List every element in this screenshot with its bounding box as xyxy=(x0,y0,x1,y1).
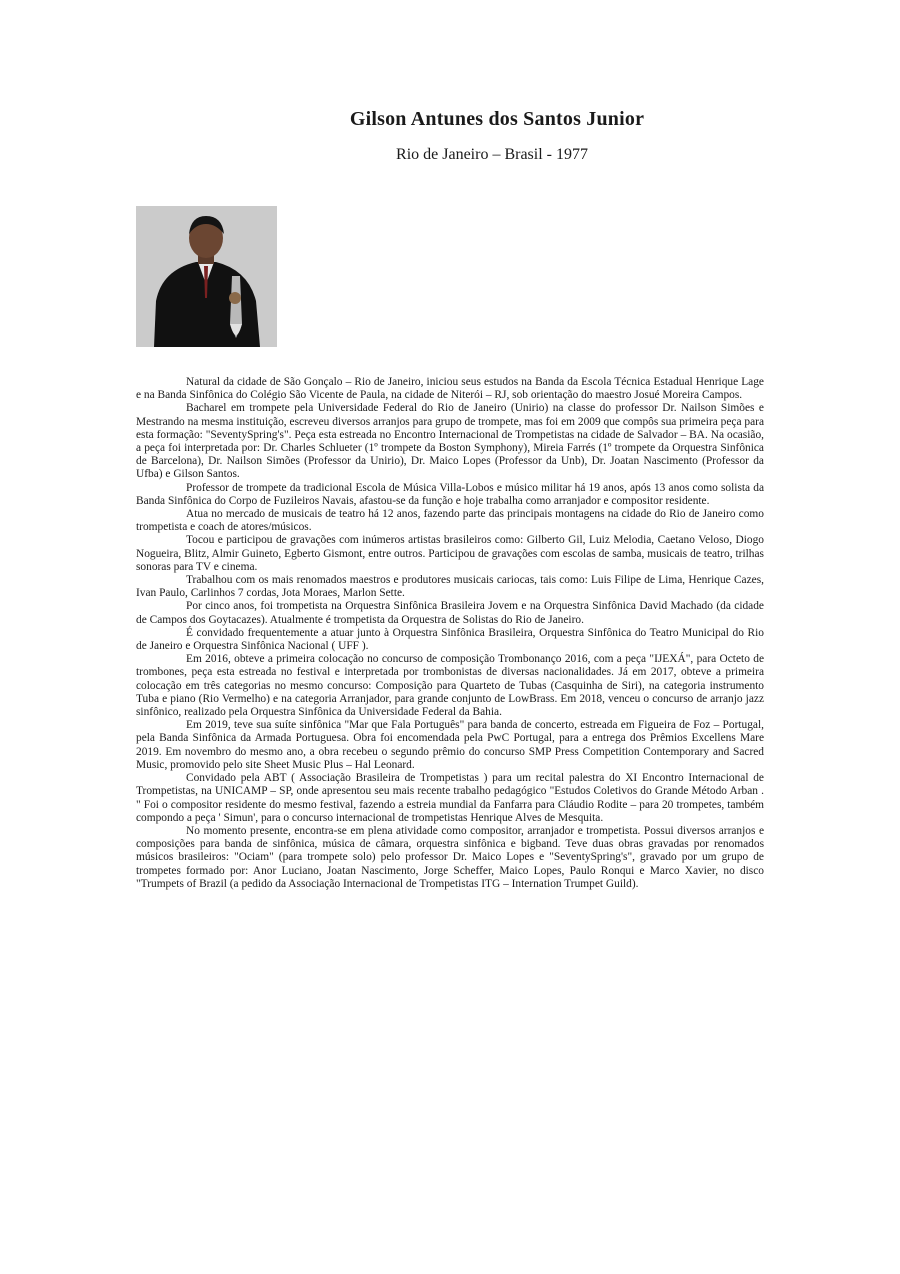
page-subtitle: Rio de Janeiro – Brasil - 1977 xyxy=(396,146,588,163)
bio-paragraph: Em 2016, obteve a primeira colocação no concurso de composição Trombonanço 2016, com a peça "IJEXÁ", para Octeto de trombones, peça esta estreada no festival e interpretada por trombonistas de diversas nacionalidades. Já em 2017, obteve a primeira colocação em três categorias no mesmo concurso: Composição para Quarteto de Tubas (Casquinha de Siri), na categoria instrumento Tuba e piano (Rio Vermelho) e na categoria Arranjador, para grande conjunto de LowBrass. Em 2018, venceu o concurso de arranjo jazz sinfônico, realizado pela Orquestra Sinfônica da Universidade Federal da Bahia. xyxy=(136,653,764,719)
bio-paragraph: Bacharel em trompete pela Universidade Federal do Rio de Janeiro (Unirio) na classe do professor Dr. Nailson Simões e Mestrando na mesma instituição, escreveu diversos arranjos para grupo de trompete, mas foi em 2009 que compôs sua primeira peça para esta formação: "SeventySpring's". Peça esta estreada no Encontro Internacional de Trompetistas na cidade de Salvador – BA. Na ocasião, a peça foi interpretada por: Dr. Charles Schlueter (1º trompete da Boston Symphony), Mireia Farrés (1º trompete da Orquestra Sinfônica de Barcelona), Dr. Nailson Simões (Professor da Unirio), Dr. Maico Lopes (Professor da Unb), Dr. Joatan Nascimento (Professor da Ufba) e Gilson Santos. xyxy=(136,402,764,481)
bio-paragraph: Convidado pela ABT ( Associação Brasileira de Trompetistas ) para um recital palestra do XI Encontro Internacional de Trompetistas, na UNICAMP – SP, onde apresentou seu mais recente trabalho pedagógico "Estudos Coletivos do Grande Método Arban . " Foi o compositor residente do mesmo festival, fazendo a estreia mundial da Fanfarra para Cláudio Rodite – para 20 trompetes, também compondo a peça ' Simun', para o concurso internacional de trompetistas Henrique Alves de Mesquita. xyxy=(136,772,764,824)
bio-paragraph: Natural da cidade de São Gonçalo – Rio de Janeiro, iniciou seus estudos na Banda da Escola Técnica Estadual Henrique Lage e na Banda Sinfônica do Colégio São Vicente de Paula, na cidade de Niterói – RJ, sob orientação do maestro Josué Moreira Campos. xyxy=(136,376,764,402)
bio-paragraph: No momento presente, encontra-se em plena atividade como compositor, arranjador e trompetista. Possui diversos arranjos e composições para banda de sinfônica, música de câmara, orquestra sinfônica e bigband. Teve duas obras gravadas por renomados músicos brasileiros: "Ociam" (para trompete solo) pelo professor Dr. Maico Lopes e "SeventySpring's", gravado por um grupo de trompetes formado por: Anor Luciano, Joatan Nascimento, Jorge Scheffer, Maico Lopes, Paulo Ronqui e Marco Xavier, no disco "Trumpets of Brazil (a pedido da Associação Internacional de Trompetistas ITG – Internation Trumpet Guild). xyxy=(136,824,764,890)
bio-paragraph: Trabalhou com os mais renomados maestros e produtores musicais cariocas, tais como: Luis Filipe de Lima, Henrique Cazes, Ivan Paulo, Carlinhos 7 cordas, Jota Moraes, Marlon Sette. xyxy=(136,574,764,600)
page-title: Gilson Antunes dos Santos Junior xyxy=(349,108,645,130)
bio-paragraph: Por cinco anos, foi trompetista na Orquestra Sinfônica Brasileira Jovem e na Orquestra Sinfônica David Machado (da cidade de Campos dos Goytacazes). Atualmente é trompetista da Orquestra de Solistas do Rio de Janeiro. xyxy=(136,600,764,626)
biography-text xyxy=(136,376,764,891)
bio-paragraph: Professor de trompete da tradicional Escola de Música Villa-Lobos e músico militar há 19 anos, após 13 anos como solista da Banda Sinfônica do Corpo de Fuzileiros Navais, afastou-se da função e hoje trabalha como arranjador e compositor residente. xyxy=(136,481,764,507)
trumpeter-portrait-image xyxy=(136,206,277,347)
bio-paragraph: Tocou e participou de gravações com inúmeros artistas brasileiros como: Gilberto Gil, Luiz Melodia, Caetano Veloso, Diogo Nogueira, Blitz, Almir Guineto, Egberto Gismont, entre outros. Participou de gravações com escolas de samba, musicais de teatro, trilhas sonoras para TV e cinema. xyxy=(136,534,764,573)
bio-paragraph: É convidado frequentemente a atuar junto à Orquestra Sinfônica Brasileira, Orquestra Sinfônica do Teatro Municipal do Rio de Janeiro e Orquestra Sinfônica Nacional ( UFF ). xyxy=(136,626,764,653)
bio-paragraph: Atua no mercado de musicais de teatro há 12 anos, fazendo parte das principais montagens na cidade do Rio de Janeiro como trompetista e coach de atores/músicos. xyxy=(136,508,764,534)
portrait-photo xyxy=(136,206,277,347)
bio-paragraph: Em 2019, teve sua suíte sinfônica "Mar que Fala Português" para banda de concerto, estreada em Figueira de Foz – Portugal, pela Banda Sinfônica da Armada Portuguesa. Obra foi encomendada pela PwC Portugal, para a entrega dos Prêmios Excellens Mare 2019. Em novembro do mesmo ano, a obra recebeu o segundo prêmio do concurso SMP Press Competition Contemporary and Sacred Music, promovido pelo site Sheet Music Plus – Hal Leonard. xyxy=(136,719,764,771)
